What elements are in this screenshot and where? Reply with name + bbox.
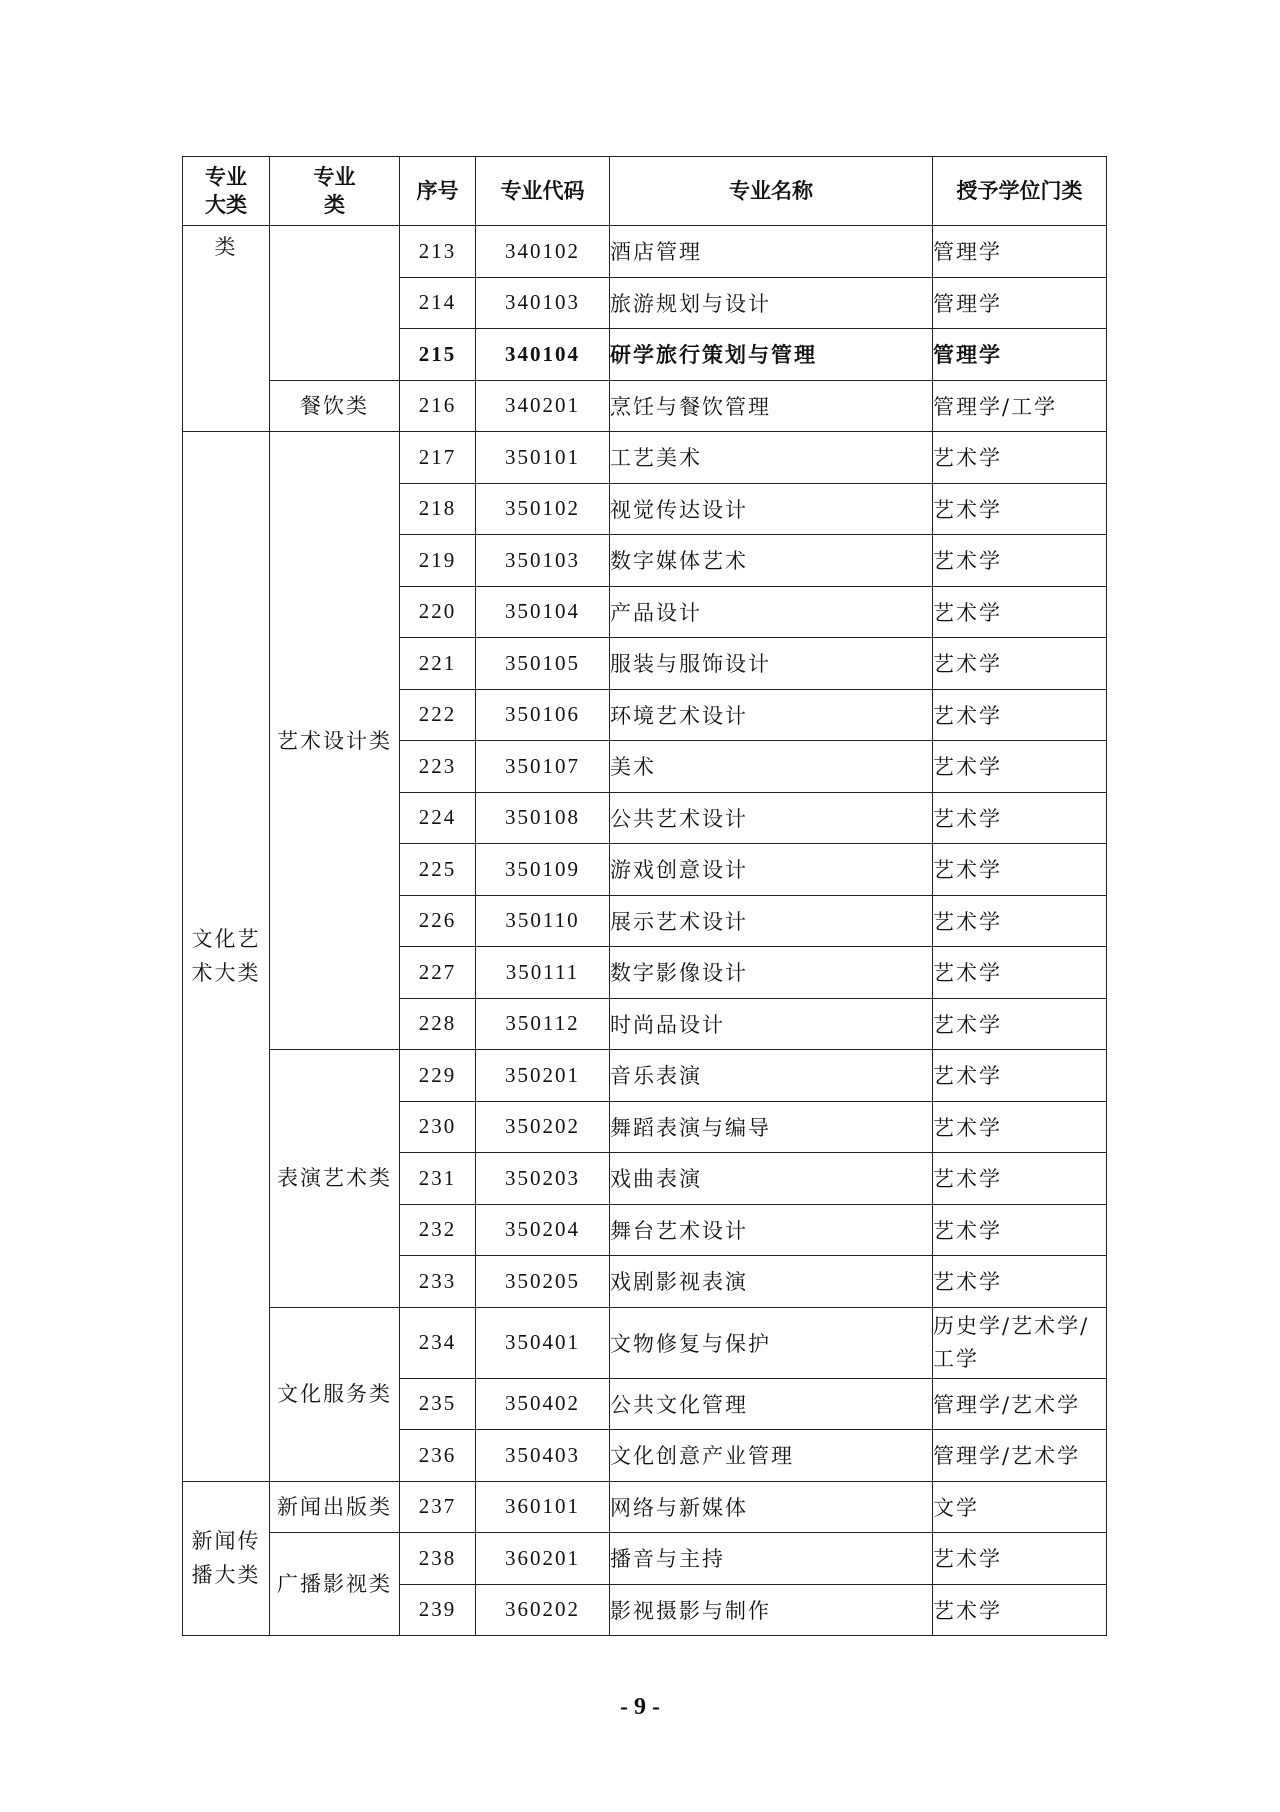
- seq-cell: 239: [400, 1584, 476, 1636]
- degree-cell: 艺术学: [933, 1153, 1107, 1205]
- category-cell: 文化艺 术大类: [183, 432, 270, 1482]
- code-cell: 350108: [476, 792, 610, 844]
- code-cell: 340102: [476, 226, 610, 278]
- seq-cell: 218: [400, 483, 476, 535]
- seq-cell: 230: [400, 1101, 476, 1153]
- name-cell: 舞蹈表演与编导: [610, 1101, 933, 1153]
- table-row: [183, 226, 1107, 278]
- code-cell: 350112: [476, 998, 610, 1050]
- degree-cell: 艺术学: [933, 741, 1107, 793]
- header-row: [183, 157, 1107, 226]
- degree-cell: 文学: [933, 1481, 1107, 1533]
- code-cell: 350105: [476, 638, 610, 690]
- name-cell: 环境艺术设计: [610, 689, 933, 741]
- seq-cell: 220: [400, 586, 476, 638]
- seq-cell: 226: [400, 895, 476, 947]
- seq-cell: 227: [400, 947, 476, 999]
- header-code: 专业代码: [476, 157, 610, 226]
- subcategory-cell: 广播影视类: [270, 1533, 400, 1636]
- seq-cell: 236: [400, 1430, 476, 1482]
- code-cell: 350103: [476, 535, 610, 587]
- code-cell: 360201: [476, 1533, 610, 1585]
- subcategory-cell: 表演艺术类: [270, 1050, 400, 1308]
- degree-cell: 艺术学: [933, 1533, 1107, 1585]
- table-row: [183, 1050, 1107, 1102]
- code-cell: 350203: [476, 1153, 610, 1205]
- name-cell: 酒店管理: [610, 226, 933, 278]
- code-cell: 350104: [476, 586, 610, 638]
- code-cell: 350102: [476, 483, 610, 535]
- name-cell: 烹饪与餐饮管理: [610, 380, 933, 432]
- seq-cell: 215: [400, 329, 476, 381]
- name-cell: 文物修复与保护: [610, 1307, 933, 1378]
- header-subcategory: 专业 类: [270, 157, 400, 226]
- name-cell: 美术: [610, 741, 933, 793]
- degree-cell: 艺术学: [933, 895, 1107, 947]
- code-cell: 350202: [476, 1101, 610, 1153]
- degree-cell: 艺术学: [933, 1204, 1107, 1256]
- header-category: 专业 大类: [183, 157, 270, 226]
- degree-cell: 艺术学: [933, 638, 1107, 690]
- name-cell: 文化创意产业管理: [610, 1430, 933, 1482]
- degree-cell: 艺术学: [933, 1256, 1107, 1308]
- seq-cell: 238: [400, 1533, 476, 1585]
- name-cell: 研学旅行策划与管理: [610, 329, 933, 381]
- code-cell: 350101: [476, 432, 610, 484]
- header-degree: 授予学位门类: [933, 157, 1107, 226]
- code-cell: 350402: [476, 1378, 610, 1430]
- name-cell: 服装与服饰设计: [610, 638, 933, 690]
- degree-cell: 艺术学: [933, 947, 1107, 999]
- seq-cell: 235: [400, 1378, 476, 1430]
- degree-cell: 管理学: [933, 329, 1107, 381]
- seq-cell: 233: [400, 1256, 476, 1308]
- code-cell: 350205: [476, 1256, 610, 1308]
- code-cell: 350403: [476, 1430, 610, 1482]
- seq-cell: 219: [400, 535, 476, 587]
- seq-cell: 214: [400, 277, 476, 329]
- seq-cell: 221: [400, 638, 476, 690]
- degree-cell: 艺术学: [933, 1584, 1107, 1636]
- name-cell: 工艺美术: [610, 432, 933, 484]
- seq-cell: 229: [400, 1050, 476, 1102]
- seq-cell: 224: [400, 792, 476, 844]
- code-cell: 350106: [476, 689, 610, 741]
- code-cell: 360202: [476, 1584, 610, 1636]
- degree-cell: 历史学/艺术学/ 工学: [933, 1307, 1107, 1378]
- degree-cell: 管理学/艺术学: [933, 1378, 1107, 1430]
- degree-cell: 艺术学: [933, 998, 1107, 1050]
- seq-cell: 222: [400, 689, 476, 741]
- code-cell: 340201: [476, 380, 610, 432]
- name-cell: 戏曲表演: [610, 1153, 933, 1205]
- degree-cell: 艺术学: [933, 483, 1107, 535]
- code-cell: 340104: [476, 329, 610, 381]
- degree-cell: 艺术学: [933, 792, 1107, 844]
- table-row: [183, 1307, 1107, 1378]
- degree-cell: 艺术学: [933, 535, 1107, 587]
- header-name: 专业名称: [610, 157, 933, 226]
- subcategory-cell: 文化服务类: [270, 1307, 400, 1481]
- table-row: [183, 1533, 1107, 1585]
- seq-cell: 228: [400, 998, 476, 1050]
- seq-cell: 213: [400, 226, 476, 278]
- code-cell: 350401: [476, 1307, 610, 1378]
- degree-cell: 管理学: [933, 277, 1107, 329]
- name-cell: 影视摄影与制作: [610, 1584, 933, 1636]
- code-cell: 350111: [476, 947, 610, 999]
- name-cell: 网络与新媒体: [610, 1481, 933, 1533]
- degree-cell: 艺术学: [933, 689, 1107, 741]
- name-cell: 舞台艺术设计: [610, 1204, 933, 1256]
- name-cell: 戏剧影视表演: [610, 1256, 933, 1308]
- page-number: - 9 -: [620, 1694, 660, 1720]
- header-seq: 序号: [400, 157, 476, 226]
- seq-cell: 216: [400, 380, 476, 432]
- code-cell: 350204: [476, 1204, 610, 1256]
- name-cell: 时尚品设计: [610, 998, 933, 1050]
- name-cell: 公共文化管理: [610, 1378, 933, 1430]
- name-cell: 数字影像设计: [610, 947, 933, 999]
- name-cell: 展示艺术设计: [610, 895, 933, 947]
- category-cell: 类: [183, 226, 270, 432]
- name-cell: 产品设计: [610, 586, 933, 638]
- table-row: [183, 1481, 1107, 1533]
- table-row: [183, 380, 1107, 432]
- degree-cell: 艺术学: [933, 1101, 1107, 1153]
- table-row: [183, 432, 1107, 484]
- seq-cell: 225: [400, 844, 476, 896]
- code-cell: 340103: [476, 277, 610, 329]
- degree-cell: 艺术学: [933, 1050, 1107, 1102]
- subcategory-cell: 餐饮类: [270, 380, 400, 432]
- name-cell: 视觉传达设计: [610, 483, 933, 535]
- name-cell: 播音与主持: [610, 1533, 933, 1585]
- degree-cell: 管理学: [933, 226, 1107, 278]
- code-cell: 350110: [476, 895, 610, 947]
- code-cell: 350201: [476, 1050, 610, 1102]
- name-cell: 公共艺术设计: [610, 792, 933, 844]
- degree-cell: 艺术学: [933, 844, 1107, 896]
- name-cell: 游戏创意设计: [610, 844, 933, 896]
- degree-cell: 艺术学: [933, 432, 1107, 484]
- seq-cell: 232: [400, 1204, 476, 1256]
- code-cell: 360101: [476, 1481, 610, 1533]
- degree-cell: 管理学/工学: [933, 380, 1107, 432]
- subcategory-cell: 新闻出版类: [270, 1481, 400, 1533]
- subcategory-cell: [270, 226, 400, 381]
- name-cell: 旅游规划与设计: [610, 277, 933, 329]
- seq-cell: 223: [400, 741, 476, 793]
- category-cell: 新闻传 播大类: [183, 1481, 270, 1636]
- name-cell: 数字媒体艺术: [610, 535, 933, 587]
- seq-cell: 217: [400, 432, 476, 484]
- majors-table: [182, 156, 1107, 1636]
- code-cell: 350109: [476, 844, 610, 896]
- subcategory-cell: 艺术设计类: [270, 432, 400, 1050]
- code-cell: 350107: [476, 741, 610, 793]
- seq-cell: 237: [400, 1481, 476, 1533]
- seq-cell: 231: [400, 1153, 476, 1205]
- degree-cell: 管理学/艺术学: [933, 1430, 1107, 1482]
- degree-cell: 艺术学: [933, 586, 1107, 638]
- seq-cell: 234: [400, 1307, 476, 1378]
- name-cell: 音乐表演: [610, 1050, 933, 1102]
